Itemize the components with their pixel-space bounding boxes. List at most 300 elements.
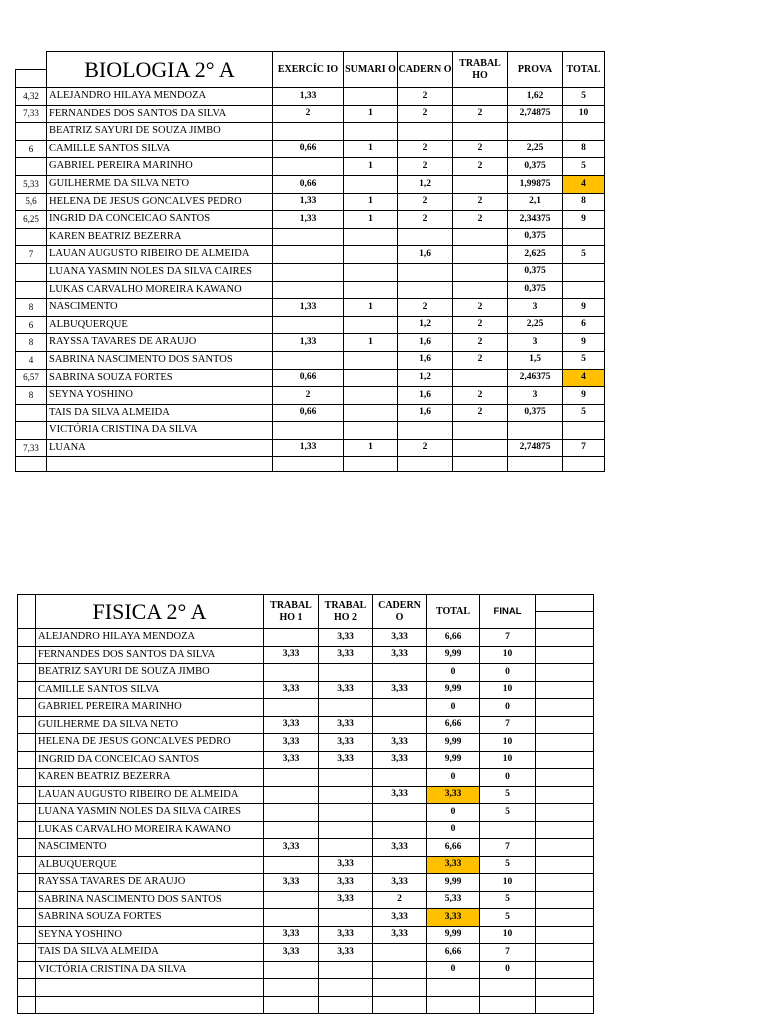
grade-cell: 1	[344, 140, 398, 158]
grade-cell: 5	[480, 856, 536, 874]
grade-cell: 10	[480, 926, 536, 944]
grade-cell: 9,99	[427, 734, 480, 752]
grade-cell: 9	[563, 334, 605, 352]
grade-cell	[453, 369, 508, 387]
table-row	[16, 281, 605, 299]
fisica-table	[17, 594, 594, 1014]
grade-cell	[453, 281, 508, 299]
grade-cell: 3,33	[373, 734, 427, 752]
grade-cell	[319, 996, 373, 1014]
left-score: 8	[16, 387, 47, 405]
grade-cell: 1,2	[398, 175, 453, 193]
grade-cell: 2	[398, 193, 453, 211]
grade-cell: 9	[563, 387, 605, 405]
grade-cell: 3,33	[319, 681, 373, 699]
student-name: RAYSSA TAVARES DE ARAUJO	[47, 334, 273, 352]
student-name: GABRIEL PEREIRA MARINHO	[36, 699, 264, 717]
left-score: 6,25	[16, 211, 47, 229]
grade-cell: 1,33	[273, 88, 344, 106]
grade-cell	[344, 422, 398, 440]
grade-cell: 0	[427, 821, 480, 839]
grade-cell: 10	[480, 646, 536, 664]
grade-cell: 5	[480, 804, 536, 822]
grade-cell	[398, 281, 453, 299]
grade-cell	[319, 769, 373, 787]
student-name: LUANA YASMIN NOLES DA SILVA CAIRES	[47, 263, 273, 281]
grade-cell	[344, 88, 398, 106]
grade-cell	[264, 786, 319, 804]
grade-cell	[344, 246, 398, 264]
table-row	[16, 158, 605, 176]
grade-cell	[344, 175, 398, 193]
grade-cell	[453, 228, 508, 246]
grade-cell	[344, 457, 398, 472]
grade-cell	[453, 246, 508, 264]
grade-cell	[273, 246, 344, 264]
header-total: TOTAL	[563, 52, 605, 88]
grade-cell: 3,33	[264, 944, 319, 962]
header-exercicio: EXERCÍC IO	[273, 52, 344, 88]
table-row	[16, 123, 605, 141]
grade-cell: 1,33	[273, 439, 344, 457]
grade-cell: 5,33	[427, 891, 480, 909]
grade-cell: 3,33	[319, 874, 373, 892]
student-name: GUILHERME DA SILVA NETO	[47, 175, 273, 193]
grade-cell: 10	[480, 874, 536, 892]
student-name: LAUAN AUGUSTO RIBEIRO DE ALMEIDA	[47, 246, 273, 264]
grade-cell	[453, 123, 508, 141]
grade-cell: 10	[480, 734, 536, 752]
grade-cell	[373, 769, 427, 787]
grade-cell: 6	[563, 316, 605, 334]
left-score: 7,33	[16, 105, 47, 123]
grade-cell: 3,33	[264, 716, 319, 734]
grade-cell: 1,5	[508, 351, 563, 369]
table-row	[16, 422, 605, 440]
grade-cell: 3,33	[264, 839, 319, 857]
grade-cell: 2	[398, 158, 453, 176]
grade-cell: 5	[563, 158, 605, 176]
left-score: 6	[16, 316, 47, 334]
grade-cell: 1	[344, 211, 398, 229]
grade-cell	[344, 123, 398, 141]
grade-cell: 1,6	[398, 334, 453, 352]
grade-cell: 9,99	[427, 751, 480, 769]
grade-cell	[344, 387, 398, 405]
grade-cell: 6,66	[427, 716, 480, 734]
left-score: 6	[16, 140, 47, 158]
grade-cell: 5	[480, 891, 536, 909]
grade-cell: 1,33	[273, 193, 344, 211]
left-score: 8	[16, 299, 47, 317]
grade-cell: 0	[480, 664, 536, 682]
grade-cell: 1,33	[273, 334, 344, 352]
table-row	[18, 646, 594, 664]
table-row	[16, 387, 605, 405]
student-name: BEATRIZ SAYURI DE SOUZA JIMBO	[47, 123, 273, 141]
table-row	[18, 751, 594, 769]
grade-cell	[373, 996, 427, 1014]
grade-cell	[319, 786, 373, 804]
student-name: ALBUQUERQUE	[36, 856, 264, 874]
student-name: LUANA	[47, 439, 273, 457]
grade-cell	[264, 664, 319, 682]
grade-cell: 5	[563, 404, 605, 422]
student-name: SABRINA SOUZA FORTES	[47, 369, 273, 387]
table-row	[16, 334, 605, 352]
grade-cell: 7	[480, 839, 536, 857]
grade-cell: 3	[508, 387, 563, 405]
student-name: SEYNA YOSHINO	[36, 926, 264, 944]
grade-cell	[273, 316, 344, 334]
grade-cell	[373, 821, 427, 839]
grade-cell	[508, 422, 563, 440]
fisica-title: FISICA 2° A	[36, 595, 264, 629]
grade-cell	[563, 228, 605, 246]
student-name: RAYSSA TAVARES DE ARAUJO	[36, 874, 264, 892]
student-name: NASCIMENTO	[36, 839, 264, 857]
grade-cell: 1,62	[508, 88, 563, 106]
grade-cell	[453, 263, 508, 281]
grade-cell: 7	[480, 944, 536, 962]
grade-cell	[264, 961, 319, 979]
table-row	[16, 140, 605, 158]
grade-cell: 2	[453, 404, 508, 422]
grade-cell: 2	[398, 140, 453, 158]
grade-cell: 5	[563, 88, 605, 106]
grade-cell: 4	[563, 175, 605, 193]
table-row	[16, 263, 605, 281]
student-name: LUANA YASMIN NOLES DA SILVA CAIRES	[36, 804, 264, 822]
student-name: SABRINA NASCIMENTO DOS SANTOS	[36, 891, 264, 909]
grade-cell: 2	[453, 351, 508, 369]
grade-cell	[373, 979, 427, 997]
student-name: GABRIEL PEREIRA MARINHO	[47, 158, 273, 176]
table-row	[18, 664, 594, 682]
grade-cell: 1	[344, 105, 398, 123]
grade-cell: 0,375	[508, 158, 563, 176]
grade-cell: 2	[453, 105, 508, 123]
left-score	[16, 158, 47, 176]
grade-cell: 9,99	[427, 646, 480, 664]
left-score: 7,33	[16, 439, 47, 457]
grade-cell: 2,625	[508, 246, 563, 264]
table-row	[16, 369, 605, 387]
grade-cell	[480, 979, 536, 997]
grade-cell: 2	[398, 88, 453, 106]
grade-cell	[453, 422, 508, 440]
grade-cell: 2,34375	[508, 211, 563, 229]
table-row	[18, 681, 594, 699]
header-trabalho-2: TRABAL HO 2	[319, 595, 373, 629]
table-row	[16, 105, 605, 123]
grade-cell	[344, 316, 398, 334]
grade-cell: 10	[480, 681, 536, 699]
grade-cell: 2	[453, 158, 508, 176]
grade-cell	[264, 821, 319, 839]
grade-cell	[319, 699, 373, 717]
grade-cell: 3,33	[373, 874, 427, 892]
left-score	[16, 228, 47, 246]
table-row	[16, 228, 605, 246]
grade-cell: 3	[508, 334, 563, 352]
student-name: HELENA DE JESUS GONCALVES PEDRO	[47, 193, 273, 211]
grade-cell: 3,33	[264, 751, 319, 769]
biologia-table	[15, 51, 605, 472]
table-row	[18, 926, 594, 944]
grade-cell: 10	[480, 751, 536, 769]
grade-cell	[427, 996, 480, 1014]
grade-cell: 0,375	[508, 228, 563, 246]
grade-cell	[427, 979, 480, 997]
grade-cell: 3	[508, 299, 563, 317]
grade-cell: 3,33	[373, 839, 427, 857]
grade-cell	[373, 961, 427, 979]
grade-cell: 0,375	[508, 263, 563, 281]
grade-cell: 3,33	[264, 646, 319, 664]
student-name: CAMILLE SANTOS SILVA	[47, 140, 273, 158]
grade-cell: 5	[480, 909, 536, 927]
student-name: ALBUQUERQUE	[47, 316, 273, 334]
grade-cell: 0	[427, 664, 480, 682]
table-row	[16, 175, 605, 193]
student-name: SABRINA NASCIMENTO DOS SANTOS	[47, 351, 273, 369]
grade-cell: 3,33	[373, 629, 427, 647]
grade-cell: 3,33	[264, 926, 319, 944]
grade-cell	[563, 123, 605, 141]
table-row	[18, 629, 594, 647]
grade-cell: 0,375	[508, 404, 563, 422]
grade-cell: 1	[344, 439, 398, 457]
grade-cell	[453, 88, 508, 106]
grade-cell	[398, 457, 453, 472]
table-row	[18, 979, 594, 997]
grade-cell	[373, 664, 427, 682]
grade-cell: 5	[480, 786, 536, 804]
grade-cell: 2,1	[508, 193, 563, 211]
header-trabalho: TRABAL HO	[453, 52, 508, 88]
grade-cell: 3,33	[319, 646, 373, 664]
grade-cell	[273, 457, 344, 472]
grade-cell: 0	[427, 769, 480, 787]
grade-cell	[319, 804, 373, 822]
student-name: NASCIMENTO	[47, 299, 273, 317]
grade-cell	[264, 629, 319, 647]
grade-cell	[344, 404, 398, 422]
table-row	[16, 439, 605, 457]
student-name: SABRINA SOUZA FORTES	[36, 909, 264, 927]
grade-cell	[264, 699, 319, 717]
grade-cell: 2,46375	[508, 369, 563, 387]
grade-cell: 2	[273, 105, 344, 123]
student-name: BEATRIZ SAYURI DE SOUZA JIMBO	[36, 664, 264, 682]
grade-cell	[563, 281, 605, 299]
left-score	[16, 123, 47, 141]
grade-cell: 3,33	[427, 856, 480, 874]
table-row	[18, 734, 594, 752]
grade-cell	[319, 961, 373, 979]
table-row	[18, 874, 594, 892]
student-name: INGRID DA CONCEICAO SANTOS	[47, 211, 273, 229]
grade-cell: 0	[427, 961, 480, 979]
grade-cell: 5	[563, 351, 605, 369]
grade-cell: 0,66	[273, 404, 344, 422]
table-row	[18, 856, 594, 874]
grade-cell: 1,33	[273, 299, 344, 317]
grade-cell: 2	[398, 105, 453, 123]
grade-cell: 3,33	[373, 926, 427, 944]
grade-cell	[344, 351, 398, 369]
grade-cell: 2,25	[508, 316, 563, 334]
table-row	[16, 246, 605, 264]
student-name: VICTÓRIA CRISTINA DA SILVA	[36, 961, 264, 979]
grade-cell	[373, 699, 427, 717]
student-name	[47, 457, 273, 472]
left-score: 5,6	[16, 193, 47, 211]
student-name: ALEJANDRO HILAYA MENDOZA	[36, 629, 264, 647]
left-score	[16, 263, 47, 281]
grade-cell: 3,33	[319, 856, 373, 874]
grade-cell	[273, 263, 344, 281]
table-row	[16, 299, 605, 317]
grade-cell: 1,2	[398, 316, 453, 334]
grade-cell: 3,33	[373, 681, 427, 699]
grade-cell: 7	[563, 439, 605, 457]
student-name: TAIS DA SILVA ALMEIDA	[47, 404, 273, 422]
student-name: TAIS DA SILVA ALMEIDA	[36, 944, 264, 962]
grade-cell: 9	[563, 299, 605, 317]
grade-cell	[398, 123, 453, 141]
grade-cell	[273, 422, 344, 440]
left-score	[16, 422, 47, 440]
grade-cell: 2	[453, 316, 508, 334]
grade-cell	[264, 856, 319, 874]
grade-cell: 2	[453, 193, 508, 211]
grade-cell	[373, 804, 427, 822]
grade-cell: 9,99	[427, 874, 480, 892]
grade-cell: 3,33	[319, 734, 373, 752]
table-row	[18, 909, 594, 927]
grade-cell: 1,2	[398, 369, 453, 387]
grade-cell	[319, 909, 373, 927]
grade-cell: 3,33	[427, 786, 480, 804]
student-name: SEYNA YOSHINO	[47, 387, 273, 405]
grade-cell	[480, 996, 536, 1014]
grade-cell	[398, 228, 453, 246]
grade-cell	[508, 457, 563, 472]
grade-cell	[273, 228, 344, 246]
header-sumario: SUMARI O	[344, 52, 398, 88]
table-row	[16, 404, 605, 422]
grade-cell: 3,33	[319, 629, 373, 647]
table-row	[16, 316, 605, 334]
grade-cell: 0,66	[273, 140, 344, 158]
grade-cell: 3,33	[319, 891, 373, 909]
student-name	[36, 996, 264, 1014]
left-score: 6,57	[16, 369, 47, 387]
table-row	[18, 716, 594, 734]
grade-cell	[319, 979, 373, 997]
grade-cell	[373, 716, 427, 734]
table-row	[18, 996, 594, 1014]
student-name: HELENA DE JESUS GONCALVES PEDRO	[36, 734, 264, 752]
table-row	[18, 891, 594, 909]
student-name: INGRID DA CONCEICAO SANTOS	[36, 751, 264, 769]
grade-cell: 3,33	[264, 734, 319, 752]
grade-cell: 9	[563, 211, 605, 229]
table-row	[18, 839, 594, 857]
grade-cell: 1,6	[398, 246, 453, 264]
grade-cell	[273, 351, 344, 369]
grade-cell: 6,66	[427, 629, 480, 647]
table-row	[18, 769, 594, 787]
table-row	[18, 944, 594, 962]
header-final: FINAL	[480, 595, 536, 629]
header-caderno: CADERN O	[398, 52, 453, 88]
grade-cell	[264, 804, 319, 822]
grade-cell: 1,6	[398, 387, 453, 405]
student-name	[36, 979, 264, 997]
table-row	[16, 88, 605, 106]
student-name: KAREN BEATRIZ BEZERRA	[36, 769, 264, 787]
grade-cell: 2	[398, 211, 453, 229]
student-name: GUILHERME DA SILVA NETO	[36, 716, 264, 734]
table-row	[18, 821, 594, 839]
grade-cell	[319, 839, 373, 857]
grade-cell: 9,99	[427, 681, 480, 699]
grade-cell: 6,66	[427, 944, 480, 962]
grade-cell	[319, 664, 373, 682]
grade-cell: 2	[273, 387, 344, 405]
student-name: VICTÓRIA CRISTINA DA SILVA	[47, 422, 273, 440]
table-row	[18, 699, 594, 717]
student-name: FERNANDES DOS SANTOS DA SILVA	[36, 646, 264, 664]
grade-cell	[264, 979, 319, 997]
grade-cell: 1	[344, 193, 398, 211]
grade-cell	[508, 123, 563, 141]
grade-cell: 4	[563, 369, 605, 387]
grade-cell: 0	[480, 769, 536, 787]
grade-cell: 0	[480, 699, 536, 717]
table-row	[16, 351, 605, 369]
grade-cell: 0	[427, 699, 480, 717]
grade-cell	[344, 281, 398, 299]
table-row	[18, 961, 594, 979]
grade-cell: 1,6	[398, 404, 453, 422]
grade-cell: 10	[563, 105, 605, 123]
grade-cell	[373, 944, 427, 962]
grade-cell	[563, 263, 605, 281]
grade-cell: 7	[480, 629, 536, 647]
grade-cell: 1	[344, 299, 398, 317]
grade-cell: 0,375	[508, 281, 563, 299]
student-name: LUKAS CARVALHO MOREIRA KAWANO	[36, 821, 264, 839]
student-name: KAREN BEATRIZ BEZERRA	[47, 228, 273, 246]
grade-cell	[398, 422, 453, 440]
header-caderno: CADERN O	[373, 595, 427, 629]
header-total: TOTAL	[427, 595, 480, 629]
grade-cell	[563, 457, 605, 472]
grade-cell	[344, 369, 398, 387]
grade-cell: 3,33	[319, 716, 373, 734]
left-score: 5,33	[16, 175, 47, 193]
grade-cell	[480, 821, 536, 839]
grade-cell: 7	[480, 716, 536, 734]
grade-cell: 0,66	[273, 369, 344, 387]
grade-cell: 1	[344, 334, 398, 352]
left-score	[16, 404, 47, 422]
grade-cell	[264, 996, 319, 1014]
